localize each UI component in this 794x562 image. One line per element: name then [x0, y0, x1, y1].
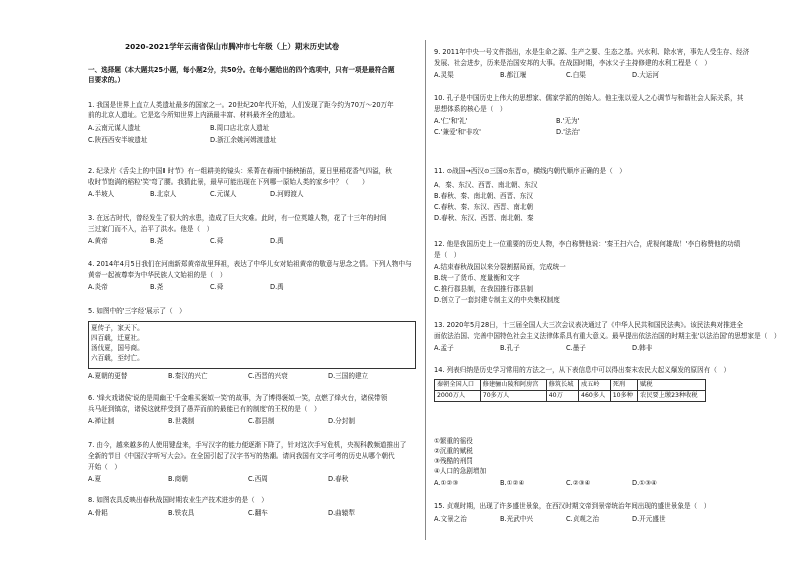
question-stem: 收时节饱满的稻粒'笑'弯了腰。我猜此景，最早可能出现在下列哪一原始人类的家乡中？（ ）: [88, 178, 369, 186]
question-stem: 3. 在远古时代，曾经发生了很大的水患，造成了巨大灾难。此时，有一位英雄人物，花了十三年的时间: [88, 214, 387, 222]
option-d[interactable]: D.春秋、东汉、西晋、南北朝、秦: [434, 214, 534, 222]
section-heading-cont: 目要求的。）: [88, 76, 125, 84]
question-stem: 12. 他是我国历史上一位重要的历史人物，李白称赞他说：'秦王扫六合，虎视何雄哉！'李白称赞他的功绩: [434, 240, 741, 248]
option-a[interactable]: A.黄帝: [88, 237, 108, 245]
question-stem: 15. 贞观时期，出现了许多盛世景象，在西汉时期文帝到景帝统治年间出现的盛世景象是（ ）: [434, 502, 711, 510]
option-c[interactable]: C.郡县制: [248, 417, 275, 425]
option-c[interactable]: C.'兼爱'和'非攻': [434, 128, 481, 136]
quote-line: 汤伐夏，国号商。: [91, 344, 144, 352]
option-a[interactable]: A．秦、东汉、西晋、南北朝、东汉: [434, 181, 538, 189]
option-c[interactable]: C.翻车: [248, 509, 268, 517]
option-a[interactable]: A.夏朝的更替: [88, 372, 128, 380]
table-cell: 10多种: [610, 391, 637, 402]
question-stem: 是（ ）: [434, 251, 461, 259]
data-table: [434, 379, 706, 402]
question-stem: 全新的节目《中国汉字听写大会》。在全国引起了汉字书写的热潮。请问我国有文字可考的历史从哪个朝代: [88, 452, 395, 460]
option-b[interactable]: B.北京人: [150, 190, 177, 198]
list-item: ①繁重的徭役: [434, 437, 473, 445]
option-b[interactable]: B.商朝: [168, 475, 188, 483]
option-d[interactable]: D.开元盛世: [632, 515, 666, 523]
option-c[interactable]: C.陕西西安半坡遗址: [88, 136, 148, 144]
question-stem: 7. 由今，越来越多的人使用键盘来，手写汉字的能力便逐渐下降了，针对这次手写危机，央视科教频道推出了: [88, 441, 407, 449]
option-c[interactable]: C.舜: [210, 283, 224, 291]
page-title: 2020-2021学年云南省保山市腾冲市七年级（上）期末历史试卷: [125, 42, 340, 51]
option-b[interactable]: B.都江堰: [500, 71, 527, 79]
table-cell: 赋税: [638, 380, 706, 391]
question-stem: 13. 2020年5月28日，十三届全国人大三次会议表决通过了《中华人民共和国民法典》。该民法典对推进全: [434, 321, 743, 329]
option-b[interactable]: B.尧: [150, 283, 164, 291]
table-cell: 死刑: [610, 380, 637, 391]
option-a[interactable]: A.半坡人: [88, 190, 115, 198]
option-d[interactable]: D.曲辕犁: [328, 509, 355, 517]
option-d[interactable]: D.'法治': [556, 128, 580, 136]
list-item: ④人口的急剧增加: [434, 467, 487, 475]
question-stem: 1. 我国是世界上直立人类遗址最多的国家之一。20世纪20年代开始，人们发现了距今约为70万～20万年: [88, 101, 394, 109]
option-a[interactable]: A.云南元谋人遗址: [88, 124, 141, 132]
option-b[interactable]: B.'无为': [556, 117, 580, 125]
question-stem: 6. '烽火戏诸侯'说的是周幽王'千金难买褒姒一笑'的故事，为了博得褒姒一笑，点燃了烽火台，诸侯带领: [88, 394, 388, 402]
question-stem: 黄帝一起被尊奉为中华民族人文始祖的是（ ）: [88, 271, 227, 279]
question-stem: 4. 2014年4月5日我们在河南新郑黄帝故里拜祖，表达了中华儿女对始祖黄帝的敬意与思念之情。下列人物中与: [88, 260, 412, 268]
question-stem: 9. 2011年中央一号文件指出，水是生命之源、生产之要、生态之基。兴水利、除水害，事先人受生存、经济: [434, 48, 750, 56]
quote-line: 四百载，迁夏社。: [91, 334, 144, 342]
table-cell: 戍五岭: [579, 380, 611, 391]
question-stem: 兵马赶到镐京，诸侯这就样受到了愚弄而前的最能已有的制度'的王权的是（ ）: [88, 405, 321, 413]
table-cell: 秦朝全国人口: [435, 380, 481, 391]
option-d[interactable]: D.大运河: [632, 71, 659, 79]
list-item: ②沉重的赋税: [434, 447, 473, 455]
option-b[interactable]: B.光武中兴: [500, 515, 533, 523]
question-stem: 面依法治国、完善中国特色社会主义法律体系具有重大意义。最早提出依法治国的时期主张'以法治国'的思想家是（ ）: [434, 332, 781, 340]
option-a[interactable]: A.骨耜: [88, 509, 108, 517]
quote-line: 夏传子，家天下。: [91, 324, 144, 332]
question-stem: 8. 如图农具反映出春秋战国时期农业生产技术进步的是（ ）: [88, 496, 268, 504]
table-cell: 70多万人: [480, 391, 546, 402]
option-c[interactable]: C.贞观之治: [566, 515, 600, 523]
option-d[interactable]: D.禹: [270, 283, 284, 291]
option-c[interactable]: C.西周: [248, 475, 268, 483]
option-d[interactable]: D.春秋: [328, 475, 349, 483]
option-c[interactable]: C.推行郡县制，在我国推行郡县制: [434, 285, 534, 293]
option-b[interactable]: B.尧: [150, 237, 164, 245]
table-cell: 修建骊山陵和阿房宫: [480, 380, 546, 391]
option-a[interactable]: A.禅让制: [88, 417, 115, 425]
table-row: [435, 380, 706, 391]
question-stem: 14. 列表归纳是历史学习常用的方法之一，从下表信息中可以得出秦末农民大起义爆发的原因有（ ）: [434, 366, 731, 374]
option-c[interactable]: C.白渠: [566, 71, 586, 79]
question-stem: 2. 纪录片《舌尖上的中国Ⅱ 时节》有一组耕美的镜头：釆菁在春雨中插秧插苗，夏日里稻花香气四溢，秋: [88, 167, 392, 175]
question-stem: 发展、社会进步，历来是治国安邦的大事。在战国时期，李冰父子主持修建的水利工程是（ ）: [434, 59, 711, 67]
question-stem: 开始（ ）: [88, 463, 121, 471]
question-stem: 三过家门而不入，治平了洪水。他是（ ）: [88, 225, 214, 233]
option-a[interactable]: A.夏: [88, 475, 102, 483]
option-a[interactable]: A.文景之治: [434, 515, 467, 523]
list-item: ③残酷的刑罚: [434, 457, 473, 465]
option-c[interactable]: C.②③④: [566, 479, 591, 487]
table-cell: 农民要上缴23种收税: [638, 391, 706, 402]
option-c[interactable]: C.舜: [210, 237, 224, 245]
option-b[interactable]: B.铁农具: [168, 509, 195, 517]
section-heading: 一、选择题（本大题共25小题，每小题2分，共50分。在每小题给出的四个选项中，只有一项是最符合题: [88, 66, 395, 74]
option-d[interactable]: D.禹: [270, 237, 284, 245]
question-stem: 11. ⊙战国→西汉⊙三国⊙东晋⊙，横线内朝代顺序正确的是（ ）: [434, 167, 626, 175]
option-c[interactable]: C.墨子: [566, 344, 586, 352]
option-d[interactable]: D.河姆渡人: [270, 190, 304, 198]
option-d[interactable]: D.①③④: [632, 479, 657, 487]
table-cell: 40万: [546, 391, 578, 402]
option-a[interactable]: A.炎帝: [88, 283, 108, 291]
option-d[interactable]: D.韩非: [632, 344, 653, 352]
option-b[interactable]: B.春秋、秦、南北朝、西晋、东汉: [434, 192, 533, 200]
option-a[interactable]: A.结束春秋战国以来分裂割据局面，完成统一: [434, 263, 566, 271]
question-stem: 10. 孔子是中国历史上伟大的思想家、儒家学派的创始人。他主张以爱人之心调节与和谐社会人际关系，其: [434, 94, 744, 102]
option-c[interactable]: C.春秋、秦、东汉、西晋、南北朝: [434, 203, 534, 211]
option-b[interactable]: B.统一了货币、度量衡和文字: [434, 274, 520, 282]
option-a[interactable]: A.灵渠: [434, 71, 454, 79]
option-d[interactable]: D.创立了一套封建专制主义的中央集权制度: [434, 296, 560, 304]
option-a[interactable]: A.孟子: [434, 344, 454, 352]
option-a[interactable]: A.'仁'和'礼': [434, 117, 468, 125]
option-d[interactable]: D.分封制: [328, 417, 355, 425]
option-c[interactable]: C.西晋的兴衰: [248, 372, 288, 380]
quote-line: 六百载，至纣亡。: [91, 354, 144, 362]
option-d[interactable]: D.浙江余姚河姆渡遗址: [210, 136, 277, 144]
option-c[interactable]: C.元谋人: [210, 190, 237, 198]
table-cell: 2000万人: [435, 391, 481, 402]
option-a[interactable]: A.①②③: [434, 479, 459, 487]
column-divider: [425, 40, 426, 540]
option-b[interactable]: B.秦汉的兴亡: [168, 372, 208, 380]
question-stem: 前的北京人遗址。它是迄今所知世界上内涵最丰富、材料最齐全的遗址。: [88, 111, 299, 119]
option-d[interactable]: D.三国的建立: [328, 372, 369, 380]
table-row: [435, 391, 706, 402]
option-b[interactable]: B.①②④: [500, 479, 525, 487]
option-b[interactable]: B.周口店北京人遗址: [210, 124, 270, 132]
table-cell: 460多人: [579, 391, 611, 402]
option-b[interactable]: B.世袭制: [168, 417, 195, 425]
question-stem: 思想体系的核心是（ ）: [434, 105, 507, 113]
question-stem: 5. 如图中的'三字经'展示了（ ）: [88, 307, 186, 315]
table-cell: 修筑长城: [546, 380, 578, 391]
option-b[interactable]: B.孔子: [500, 344, 520, 352]
